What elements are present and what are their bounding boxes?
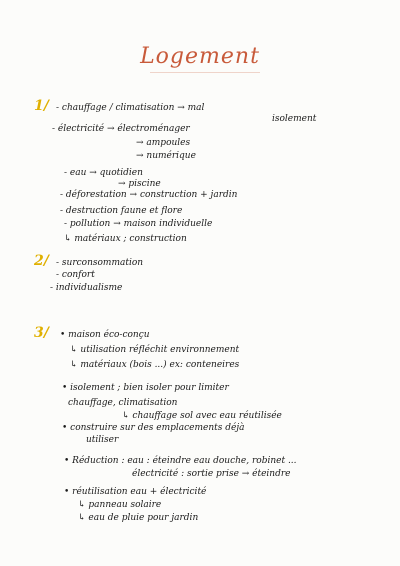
section-1-line-4: → ampoules: [136, 138, 191, 148]
title-underline: [150, 72, 260, 73]
section-3-line-10: électricité : sortie prise → éteindre: [132, 469, 291, 479]
section-3-line-5: chauffage, climatisation: [68, 398, 178, 408]
section-3-line-7: • construire sur des emplacements déjà: [62, 423, 245, 433]
section-3-line-11: • réutilisation eau + électricité: [64, 487, 207, 497]
section-3-line-4: • isolement ; bien isoler pour limiter: [62, 383, 229, 393]
section-3-line-3: ↳ matériaux (bois ...) ex: conteneires: [70, 360, 240, 370]
section-3-line-6: ↳ chauffage sol avec eau réutilisée: [122, 411, 282, 421]
section-1-line-5: → numérique: [136, 151, 196, 161]
section-number-1: 1/: [34, 98, 49, 114]
section-number-3: 3/: [34, 325, 49, 341]
section-1-line-3: - électricité → électroménager: [52, 124, 190, 134]
section-3-line-12: ↳ panneau solaire: [78, 500, 162, 510]
section-2-line-1: - surconsommation: [56, 258, 144, 268]
section-1-line-8: - déforestation → construction + jardin: [60, 190, 238, 200]
section-1-line-9: - destruction faune et flore: [60, 206, 183, 216]
section-3-line-13: ↳ eau de pluie pour jardin: [78, 513, 199, 523]
section-3-line-8: utiliser: [86, 435, 119, 445]
page-title: Logement: [140, 44, 260, 69]
section-2-line-2: - confort: [56, 270, 95, 280]
section-3-line-9: • Réduction : eau : éteindre eau douche, robinet ...: [64, 456, 297, 466]
section-1-line-6: - eau → quotidien: [64, 168, 143, 178]
section-3-line-1: • maison éco-conçu: [60, 330, 150, 340]
section-1-line-1: - chauffage / climatisation → mal: [56, 103, 205, 113]
section-1-line-2: isolement: [272, 114, 317, 124]
section-1-line-7: → piscine: [118, 179, 161, 189]
section-number-2: 2/: [34, 253, 49, 269]
section-1-line-10: - pollution → maison individuelle: [64, 219, 213, 229]
section-1-line-11: ↳ matériaux ; construction: [64, 234, 187, 244]
section-3-line-2: ↳ utilisation réfléchit environnement: [70, 345, 240, 355]
section-2-line-3: - individualisme: [50, 283, 123, 293]
